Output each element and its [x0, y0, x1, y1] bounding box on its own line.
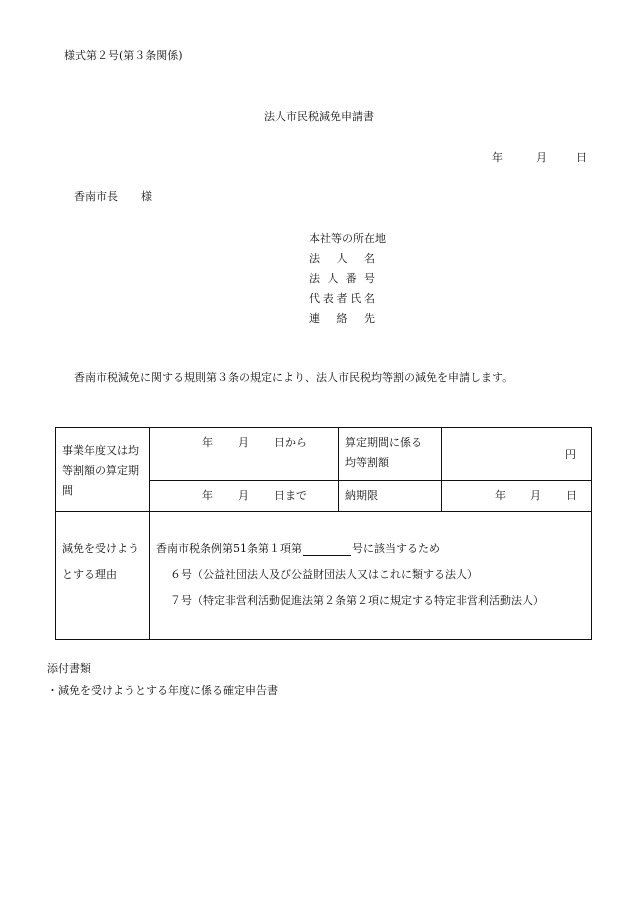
application-table — [55, 427, 592, 640]
application-statement: 香南市税減免に関する規則第３条の規定により、法人市民税均等割の減免を申請します。 — [74, 371, 514, 384]
date-year: 年 — [492, 151, 503, 164]
assessment-amount-cell — [442, 428, 592, 481]
attachment-item: ・減免を受けようとする年度に係る確定申告書 — [47, 684, 278, 697]
applicant-field-contact — [309, 312, 375, 326]
deadline-year: 年 — [495, 489, 506, 502]
deadline-day: 日 — [566, 489, 577, 502]
reason-item: ７号（特定非営利活動促進法第２条第２項に規定する特定非営利活動法人） — [170, 594, 544, 607]
form-label: 様式第２号(第３条関係) — [64, 49, 183, 62]
reason-item: ６号（公益社団法人及び公益財団法人又はこれに類する法人） — [170, 568, 478, 581]
applicant-field-label: 法 人 番 号 — [309, 272, 375, 285]
applicant-field-representative — [309, 292, 375, 306]
addressee-honorific: 様 — [141, 190, 152, 203]
yen-unit: 円 — [565, 448, 576, 461]
period-label-cell: 事業年度又は均 等割額の算定期 間 — [56, 428, 150, 512]
reason-label-cell: 減免を受けよう とする理由 — [56, 512, 150, 640]
applicant-field-corporation-name — [309, 252, 375, 266]
period-from-year: 年 — [202, 436, 213, 449]
applicant-field-address: 本社等の所在地 — [309, 232, 386, 245]
addressee-name: 香南市長 — [74, 190, 118, 203]
applicant-field-label: 代 表 者 氏 名 — [309, 292, 375, 305]
period-to-month: 月 — [238, 489, 249, 502]
attachments-title: 添付書類 — [47, 662, 91, 675]
deadline-label-cell: 納期限 — [339, 481, 442, 512]
reason-number-blank[interactable] — [303, 544, 351, 556]
applicant-field-label: 連 絡 先 — [309, 312, 375, 325]
period-from-cell — [150, 428, 339, 481]
assessment-label-cell: 算定期間に係る 均等割額 — [339, 428, 442, 481]
date-month: 月 — [536, 151, 547, 164]
date-day: 日 — [576, 151, 587, 164]
deadline-month: 月 — [530, 489, 541, 502]
period-to-day: 日まで — [274, 489, 307, 502]
table-row — [56, 512, 592, 640]
applicant-field-corporate-number — [309, 272, 375, 286]
reason-content-cell — [150, 512, 592, 640]
period-from-month: 月 — [238, 436, 249, 449]
reason-main-line: 香南市税条例第51条第１項第 号に該当するため — [156, 542, 440, 555]
applicant-field-label: 法 人 名 — [309, 252, 375, 265]
document-title: 法人市民税減免申請書 — [264, 110, 374, 123]
period-to-year: 年 — [202, 489, 213, 502]
deadline-date-cell — [442, 481, 592, 512]
period-from-day: 日から — [274, 436, 307, 449]
table-row — [56, 428, 592, 481]
period-to-cell — [150, 481, 339, 512]
